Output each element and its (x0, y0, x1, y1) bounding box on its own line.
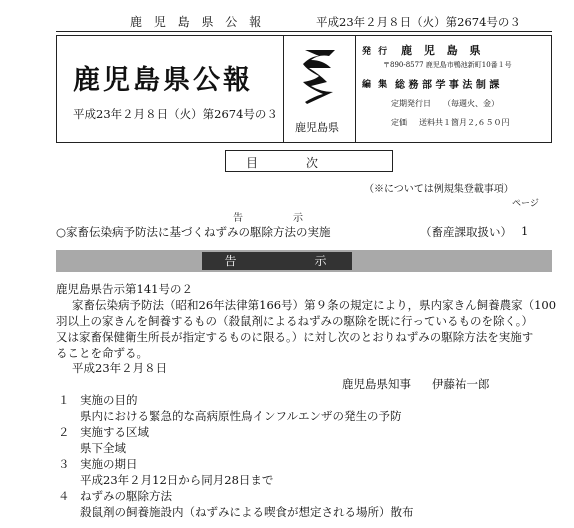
schedule-value: （毎週火、金） (443, 99, 499, 108)
toc-page-label: ページ (512, 199, 539, 209)
item-number: ４ (58, 489, 70, 503)
item-title: 実施の期日 (80, 457, 138, 471)
notice-para-line-2: 羽以上の家きんを飼養するもの（殺鼠剤によるねずみの駆除を既に行っているものを除く。） (56, 314, 534, 328)
masthead-issue: 平成23年２月８日（火）第2674号の３ (73, 107, 278, 121)
notice-para-line-3: 又は家畜保健衛生所長が指定するものに限る。）に対し次のとおりねずみの駆除方法を実施す (56, 330, 534, 344)
toc-item-link[interactable]: ○家畜伝染病予防法に基づくねずみの駆除方法の実施 (56, 225, 331, 239)
running-header-title: 鹿 児 島 県 公 報 (130, 15, 266, 29)
prefecture-emblem-icon (301, 46, 339, 108)
running-header-issue: 平成23年２月８日（火）第2674号の３ (316, 15, 521, 29)
editor-label: 編 集 (362, 80, 390, 90)
notice-date: 平成23年２月８日 (72, 361, 168, 375)
publisher-address: 〒890-8577 鹿児島市鴨池新町10番１号 (383, 61, 512, 69)
toc-heading: 目 次 (246, 156, 319, 170)
item-text: 県内における緊急的な高病原性鳥インフルエンザの発生の予防 (80, 409, 402, 423)
item-text: 殺鼠剤の飼養施設内（ねずみによる喫食が想定される場所）散布 (80, 505, 414, 519)
publisher-name: 鹿 児 島 県 (401, 44, 485, 57)
publisher-label: 発 行 (362, 47, 390, 57)
toc-note: （※については例規集登載事項） (364, 184, 514, 195)
signer-title: 鹿児島県知事 (342, 377, 411, 391)
toc-item-page: 1 (521, 224, 529, 238)
item-number: １ (58, 393, 70, 407)
item-title: ねずみの駆除方法 (80, 489, 172, 503)
item-text: 県下全域 (80, 441, 126, 455)
signer-name: 伊藤祐一郎 (432, 377, 490, 391)
item-number: ３ (58, 457, 70, 471)
header-rule (56, 31, 552, 32)
price-label: 定価 (391, 118, 407, 127)
item-title: 実施の目的 (80, 393, 138, 407)
price-value: 送料共１箇月２,６５０円 (419, 118, 510, 127)
notice-band-label: 告 示 (202, 252, 352, 270)
item-title: 実施する区域 (80, 425, 149, 439)
editor-name: 総 務 部 学 事 法 制 課 (395, 80, 500, 91)
notice-number: 鹿児島県告示第141号の２ (56, 282, 193, 296)
item-text: 平成23年２月12日から同月28日まで (80, 473, 274, 487)
schedule-label: 定期発行日 (391, 99, 431, 108)
toc-heading-box (225, 150, 393, 172)
emblem-caption: 鹿児島県 (295, 121, 339, 134)
toc-section: 告 示 (233, 213, 303, 224)
notice-para-line-4: ることを命ずる。 (56, 346, 148, 360)
item-number: ２ (58, 425, 70, 439)
masthead-title: 鹿児島県公報 (73, 65, 253, 96)
masthead (56, 35, 552, 143)
toc-item-dept: （畜産課取扱い） (420, 225, 512, 239)
notice-para-line-1: 家畜伝染病予防法（昭和26年法律第166号）第９条の規定により，県内家きん飼養農家（100 (72, 298, 557, 312)
